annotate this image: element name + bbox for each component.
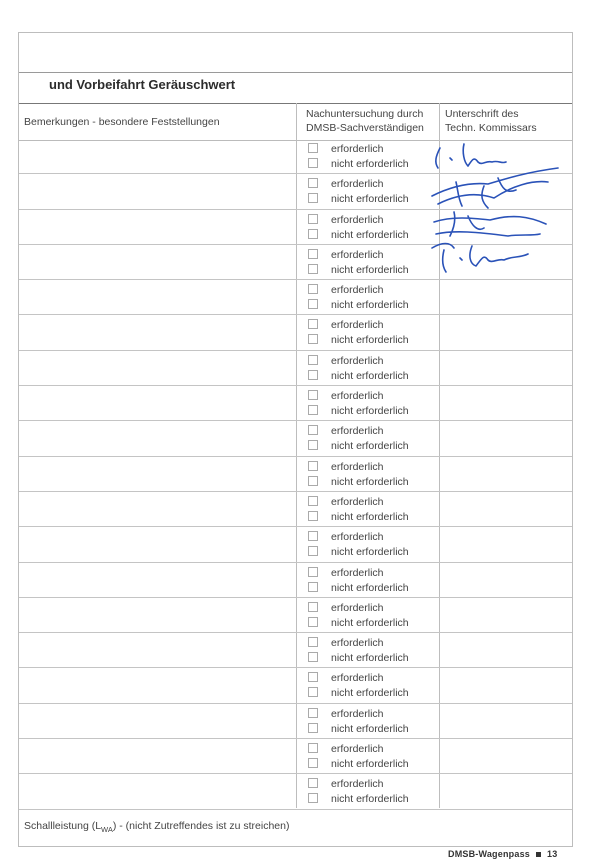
checkbox-required[interactable]: [308, 249, 318, 259]
option-required-label: erforderlich: [331, 707, 384, 720]
footer-square-icon: [536, 852, 541, 857]
signature-3: [434, 212, 546, 236]
option-required[interactable]: [308, 566, 384, 580]
option-required[interactable]: [308, 495, 384, 509]
checkbox-required[interactable]: [308, 602, 318, 612]
sound-power-prefix: Schallleistung (L: [24, 820, 102, 832]
option-not-required-label: nicht erforderlich: [331, 546, 409, 559]
option-not-required-label: nicht erforderlich: [331, 440, 409, 453]
option-not-required-label: nicht erforderlich: [331, 758, 409, 771]
remarks-header: Bemerkungen - besondere Feststellungen: [24, 116, 220, 128]
checkbox-not-required[interactable]: [308, 723, 318, 733]
option-not-required[interactable]: [308, 439, 409, 453]
checkbox-not-required[interactable]: [308, 793, 318, 803]
table-row: [19, 598, 572, 633]
option-required[interactable]: [308, 601, 384, 615]
option-not-required-label: nicht erforderlich: [331, 263, 409, 276]
signature-header-line1: Unterschrift des: [445, 108, 519, 120]
option-required-label: erforderlich: [331, 460, 384, 473]
option-not-required-label: nicht erforderlich: [331, 581, 409, 594]
option-required-label: erforderlich: [331, 637, 384, 650]
option-required[interactable]: [308, 707, 384, 721]
checkbox-not-required[interactable]: [308, 193, 318, 203]
option-required-label: erforderlich: [331, 601, 384, 614]
signature-1: [436, 144, 506, 168]
page-footer-title: DMSB-Wagenpass: [448, 849, 530, 859]
option-required-label: erforderlich: [331, 531, 384, 544]
option-not-required-label: nicht erforderlich: [331, 652, 409, 665]
signature-header: [445, 107, 537, 135]
option-required-label: erforderlich: [331, 354, 384, 367]
option-not-required-label: nicht erforderlich: [331, 299, 409, 312]
checkbox-not-required[interactable]: [308, 299, 318, 309]
checkbox-not-required[interactable]: [308, 405, 318, 415]
checkbox-not-required[interactable]: [308, 334, 318, 344]
table-row: [19, 704, 572, 739]
option-required[interactable]: [308, 742, 384, 756]
option-required-label: erforderlich: [331, 143, 384, 155]
option-required[interactable]: [308, 213, 384, 227]
option-required-label: erforderlich: [331, 778, 384, 791]
option-not-required-label: nicht erforderlich: [331, 722, 409, 735]
option-required-label: erforderlich: [331, 284, 384, 297]
checkbox-not-required[interactable]: [308, 758, 318, 768]
table-row: [19, 527, 572, 562]
option-not-required-label: nicht erforderlich: [331, 158, 409, 170]
option-required-label: erforderlich: [331, 248, 384, 261]
option-not-required-label: nicht erforderlich: [331, 405, 409, 418]
option-not-required[interactable]: [308, 263, 409, 277]
sound-power-note: [24, 820, 289, 834]
option-required[interactable]: [308, 636, 384, 650]
option-required[interactable]: [308, 460, 384, 474]
page-footer: [448, 849, 557, 859]
option-not-required[interactable]: [308, 757, 409, 771]
checkbox-required[interactable]: [308, 355, 318, 365]
checkbox-required[interactable]: [308, 778, 318, 788]
option-not-required[interactable]: [308, 510, 409, 524]
section-title: und Vorbeifahrt Geräuschwert: [49, 77, 236, 92]
checkbox-required[interactable]: [308, 214, 318, 224]
page-number: 13: [546, 849, 558, 859]
option-not-required[interactable]: [308, 545, 409, 559]
checkbox-not-required[interactable]: [308, 617, 318, 627]
table-row: [19, 774, 572, 809]
table-row: [19, 739, 572, 774]
option-not-required-label: nicht erforderlich: [331, 193, 409, 206]
checkbox-not-required[interactable]: [308, 652, 318, 662]
checkbox-not-required[interactable]: [308, 511, 318, 521]
checkbox-not-required[interactable]: [308, 158, 318, 168]
option-required-label: erforderlich: [331, 743, 384, 756]
checkbox-not-required[interactable]: [308, 687, 318, 697]
table-row: [19, 315, 572, 350]
option-required[interactable]: [308, 777, 384, 791]
checkbox-required[interactable]: [308, 567, 318, 577]
option-not-required[interactable]: [308, 333, 409, 347]
signature-4: [432, 244, 528, 273]
checkbox-required[interactable]: [308, 496, 318, 506]
option-not-required[interactable]: [308, 298, 409, 312]
option-required-label: erforderlich: [331, 390, 384, 403]
checkbox-required[interactable]: [308, 743, 318, 753]
checkbox-required[interactable]: [308, 143, 318, 153]
checkbox-required[interactable]: [308, 672, 318, 682]
option-not-required[interactable]: [308, 192, 409, 206]
checkbox-not-required[interactable]: [308, 476, 318, 486]
checkbox-required[interactable]: [308, 461, 318, 471]
option-not-required-label: nicht erforderlich: [331, 369, 409, 382]
checkbox-required[interactable]: [308, 319, 318, 329]
signature-header-line2: Techn. Kommissars: [445, 122, 537, 134]
option-not-required-label: nicht erforderlich: [331, 334, 409, 347]
option-not-required[interactable]: [308, 581, 409, 595]
option-not-required[interactable]: [308, 616, 409, 630]
option-required-label: erforderlich: [331, 495, 384, 508]
checkbox-required[interactable]: [308, 390, 318, 400]
handwritten-signatures: [428, 138, 578, 288]
option-required[interactable]: [308, 177, 384, 191]
option-required-label: erforderlich: [331, 425, 384, 438]
table-row: [19, 492, 572, 527]
checkbox-required[interactable]: [308, 531, 318, 541]
option-not-required-label: nicht erforderlich: [331, 475, 409, 488]
sound-power-suffix: ) - (nicht Zutreffendes ist zu streichen): [112, 820, 290, 832]
table-row: [19, 386, 572, 421]
option-required[interactable]: [308, 530, 384, 544]
option-required-label: erforderlich: [331, 672, 384, 685]
checkbox-not-required[interactable]: [308, 264, 318, 274]
option-not-required[interactable]: [308, 228, 409, 242]
option-required[interactable]: [308, 424, 384, 438]
inspection-header-line2: DMSB-Sachverständigen: [306, 122, 424, 134]
table-row: [19, 563, 572, 598]
sound-power-subscript: WA: [101, 825, 113, 835]
option-required-label: erforderlich: [331, 566, 384, 579]
option-required[interactable]: [308, 318, 384, 332]
checkbox-required[interactable]: [308, 284, 318, 294]
option-required[interactable]: [308, 248, 384, 262]
option-required[interactable]: [308, 671, 384, 685]
checkbox-not-required[interactable]: [308, 582, 318, 592]
option-required[interactable]: [308, 142, 384, 156]
top-empty-box: [19, 33, 572, 73]
option-required-label: erforderlich: [331, 178, 384, 191]
checkbox-required[interactable]: [308, 637, 318, 647]
table-row: [19, 421, 572, 456]
option-required[interactable]: [308, 389, 384, 403]
checkbox-required[interactable]: [308, 178, 318, 188]
inspection-header-line1: Nachuntersuchung durch: [306, 108, 424, 120]
table-row: [19, 668, 572, 703]
checkbox-not-required[interactable]: [308, 229, 318, 239]
table-row: [19, 457, 572, 492]
option-not-required[interactable]: [308, 475, 409, 489]
option-not-required-label: nicht erforderlich: [331, 687, 409, 700]
table-row: [19, 351, 572, 386]
option-not-required-label: nicht erforderlich: [331, 616, 409, 629]
option-not-required[interactable]: [308, 651, 409, 665]
option-required-label: erforderlich: [331, 213, 384, 226]
option-not-required-label: nicht erforderlich: [331, 793, 409, 806]
inspection-header: [306, 107, 424, 135]
option-not-required[interactable]: [308, 157, 409, 171]
checkbox-not-required[interactable]: [308, 370, 318, 380]
option-not-required[interactable]: [308, 686, 409, 700]
option-not-required[interactable]: [308, 792, 409, 806]
option-required-label: erforderlich: [331, 319, 384, 332]
option-required[interactable]: [308, 283, 384, 297]
signature-2: [432, 168, 558, 208]
table-row: [19, 633, 572, 668]
checkbox-not-required[interactable]: [308, 546, 318, 556]
checkbox-required[interactable]: [308, 708, 318, 718]
checkbox-required[interactable]: [308, 425, 318, 435]
option-not-required-label: nicht erforderlich: [331, 228, 409, 241]
checkbox-not-required[interactable]: [308, 440, 318, 450]
option-required[interactable]: [308, 354, 384, 368]
option-not-required[interactable]: [308, 369, 409, 383]
option-not-required[interactable]: [308, 722, 409, 736]
option-not-required-label: nicht erforderlich: [331, 510, 409, 523]
option-not-required[interactable]: [308, 404, 409, 418]
